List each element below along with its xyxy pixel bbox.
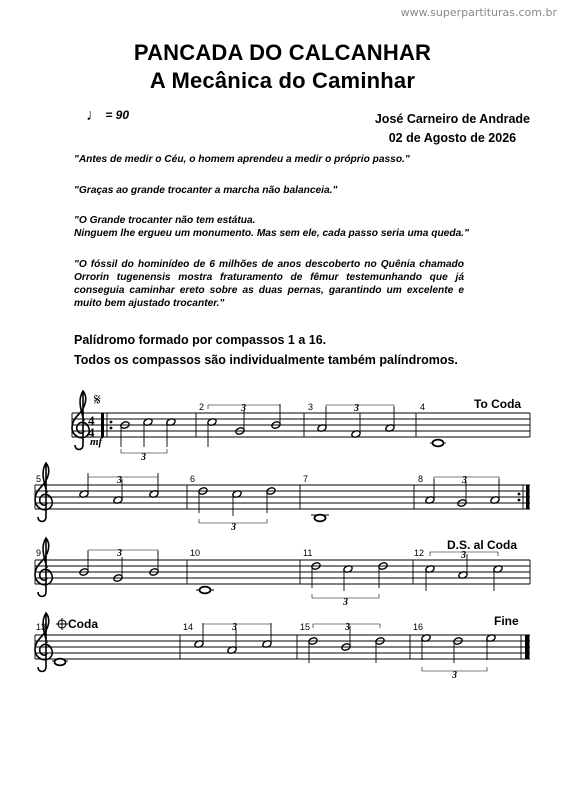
quote-2: "Graças ao grande trocanter a marcha não balanceia."	[74, 185, 338, 196]
tempo-value: = 90	[105, 108, 130, 122]
svg-text:4: 4	[420, 402, 426, 412]
svg-text:2: 2	[199, 402, 205, 412]
treble-clef-icon	[72, 391, 89, 450]
svg-text:3: 3	[241, 403, 246, 414]
svg-text:14: 14	[183, 622, 194, 632]
svg-text:3: 3	[462, 475, 467, 486]
quote-4: "O fóssil do hominídeo de 6 milhões de anos descoberto no Quênia chamado Orrorin tugenensis mostra fraturamento de fêmur testemunhando que já conseguia caminhar ereto sobre as duas pernas, garantindo um excelente e muito bem ajustado trocanter."	[74, 259, 464, 309]
svg-text:3: 3	[232, 622, 237, 633]
dynamic-mark: mf	[90, 436, 103, 448]
quarter-note-icon: ♩	[86, 107, 102, 124]
svg-text:3: 3	[461, 550, 466, 561]
staff-system-3	[35, 538, 530, 608]
svg-text:8: 8	[418, 474, 424, 484]
svg-text:4: 4	[88, 413, 95, 428]
palindrome-note: Palídromo formado por compassos 1 a 16.	[74, 333, 327, 347]
fine-mark: Fine	[494, 614, 519, 628]
svg-text:3: 3	[231, 522, 236, 533]
coda-icon	[56, 618, 68, 630]
quote-3: "O Grande trocanter não tem estátua. Ninguem lhe ergueu um monumento. Mas sem ele, cada passo seria uma queda."	[74, 215, 469, 239]
svg-text:3: 3	[452, 670, 457, 681]
watermark: www.superpartituras.com.br	[400, 6, 557, 19]
svg-text:3: 3	[308, 402, 314, 412]
to-coda-mark: To Coda	[474, 397, 522, 411]
svg-text:3: 3	[354, 403, 359, 414]
svg-text:3: 3	[117, 475, 122, 486]
svg-text:3: 3	[141, 452, 146, 463]
svg-text:11: 11	[303, 548, 313, 558]
measures-note: Todos os compassos são individualmente também palíndromos.	[74, 353, 458, 367]
svg-text:3: 3	[343, 597, 348, 608]
page-title: PANCADA DO CALCANHAR	[133, 40, 432, 65]
svg-text:4: 4	[88, 425, 95, 440]
svg-text:3: 3	[345, 622, 350, 633]
svg-text:13: 13	[36, 622, 47, 632]
svg-text:10: 10	[190, 548, 201, 558]
svg-text:3: 3	[117, 548, 122, 559]
page-subtitle: A Mecânica do Caminhar	[149, 68, 416, 93]
staff-system-4	[35, 613, 530, 681]
coda-mark: Coda	[68, 617, 98, 631]
svg-text:9: 9	[36, 548, 42, 558]
quote-1: "Antes de medir o Céu, o homem aprendeu a medir o próprio passo."	[74, 154, 410, 165]
staff-system-1	[72, 391, 530, 463]
composer-name: José Carneiro de Andrade	[374, 112, 530, 126]
svg-text:12: 12	[414, 548, 425, 558]
ds-al-coda-mark: D.S. al Coda	[447, 538, 518, 552]
svg-text:16: 16	[413, 622, 424, 632]
svg-text:5: 5	[36, 474, 42, 484]
svg-text:15: 15	[300, 622, 311, 632]
composition-date: 02 de Agosto de 2026	[388, 131, 517, 145]
svg-text:6: 6	[190, 474, 196, 484]
svg-text:7: 7	[303, 474, 309, 484]
staff-system-2	[35, 463, 530, 533]
segno-icon: 𝄋	[94, 392, 101, 409]
